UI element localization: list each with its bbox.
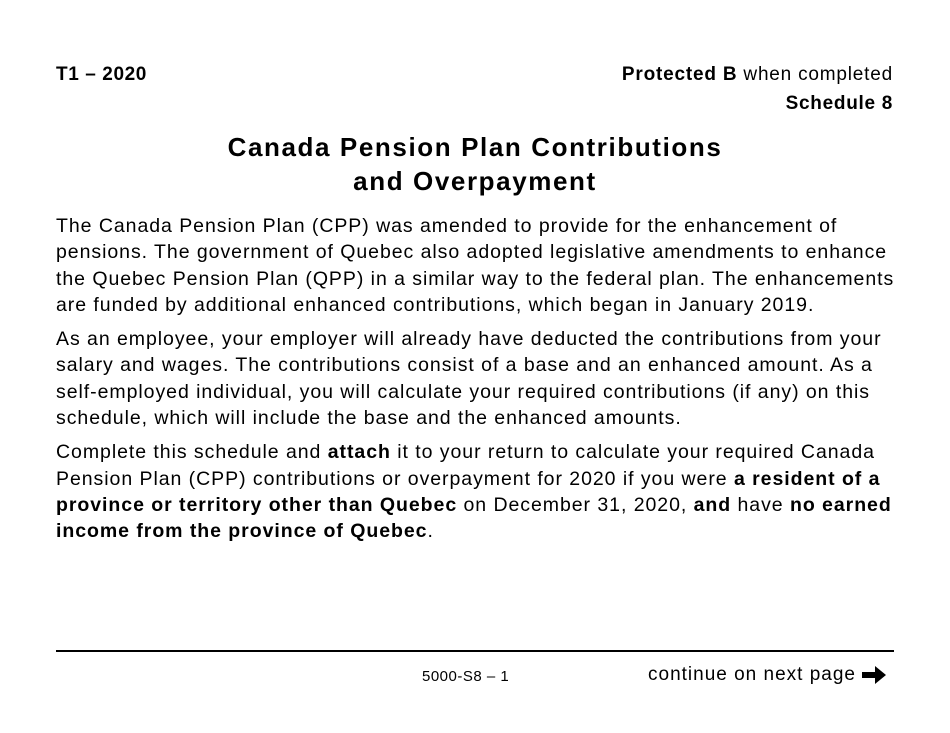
p3-text-3: on December 31, 2020, [457,493,694,516]
page-number: 5000-S8 – 1 [422,668,510,685]
body-text [56,213,901,553]
continue-next-page[interactable] [648,664,888,686]
p3-bold-resident: a resident of a province or territory other than Quebec [56,467,881,516]
paragraph-2: As an employee, your employer will already have deducted the contributions from your salary and wages. The contributions consist of a base and an enhanced amount. As a self-employed individual, you will calculate your required contributions (if any) on this schedule, which will include the base and the enhanced amounts. [56,328,882,430]
p3-bold-no-income: no earned income from the province of Quebec [56,493,892,543]
continue-label: continue on next page [648,664,856,685]
protected-bold: Protected B [621,64,738,85]
protected-rest: when completed [737,64,893,85]
p3-bold-and: and [693,493,732,516]
right-arrow-icon [860,664,888,686]
page-title [0,130,950,198]
title-line-2: and Overpayment [353,166,597,196]
form-id: T1 – 2020 [56,64,147,85]
title-line-1: Canada Pension Plan Contributions [227,132,723,162]
p3-text-1: Complete this schedule and [56,441,328,464]
p3-text-2: it to your return to calculate your required Canada Pension Plan (CPP) contributions or overpayment for 2020 if you were [56,441,875,490]
p3-text-4: have [731,493,790,516]
paragraph-3 [56,439,901,544]
p3-bold-attach: attach [327,441,391,464]
protected-label [622,64,893,86]
p3-text-5: . [427,520,434,543]
schedule-label: Schedule 8 [785,93,893,114]
footer-divider [56,650,894,652]
paragraph-1: The Canada Pension Plan (CPP) was amended to provide for the enhancement of pensions. The government of Quebec also adopted legislative amendments to enhance the Quebec Pension Plan (QPP) in a similar way to the federal plan. The enhancements are funded by additional enhanced contributions, which began in January 2019. [56,215,895,316]
